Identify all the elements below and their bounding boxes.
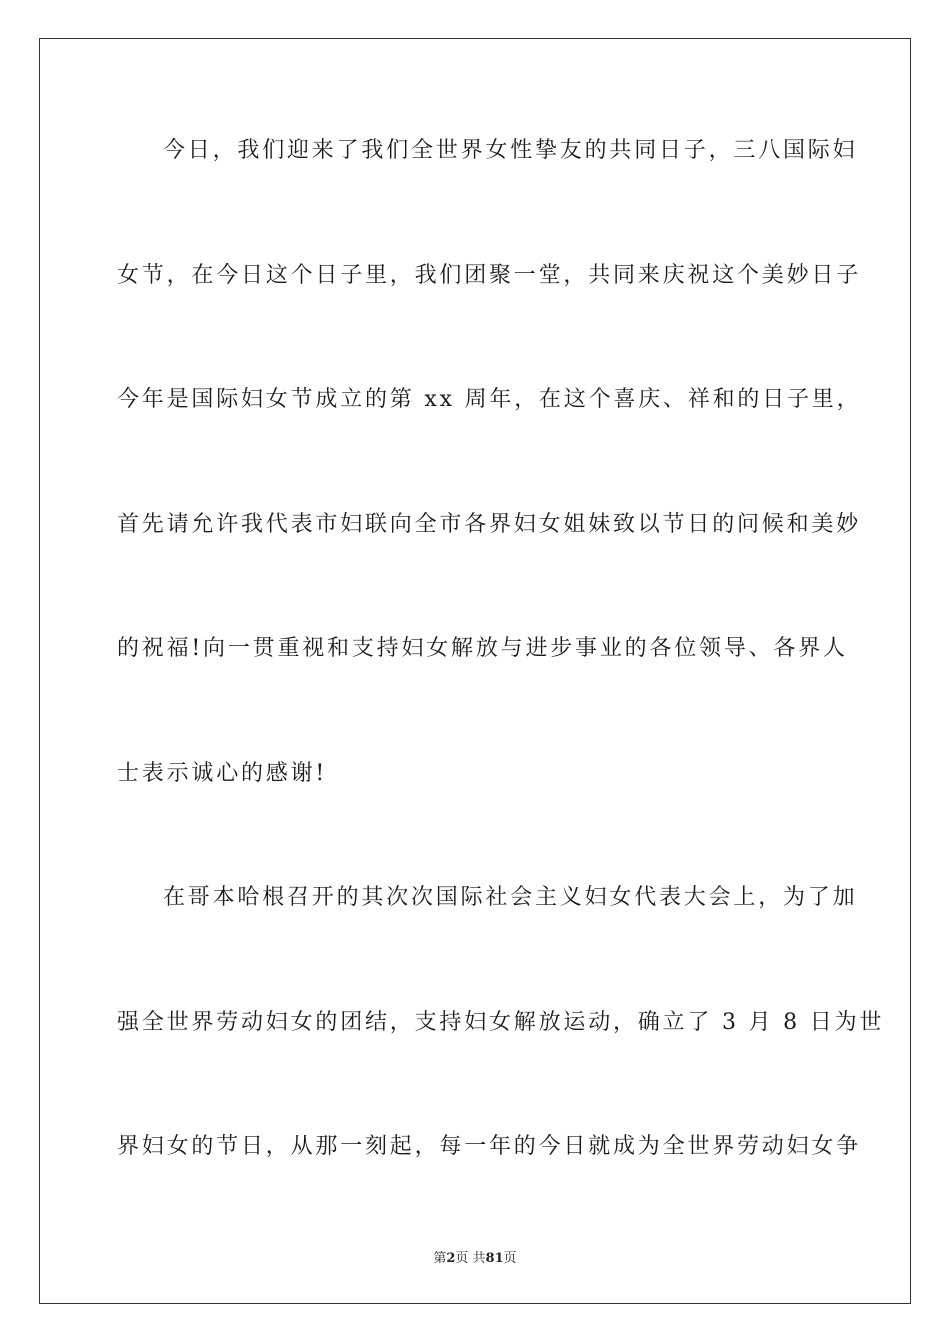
- page-footer: [0, 1247, 950, 1266]
- paragraph-1-line-4: 首先请允许我代表市妇联向全市各界妇女姐妹致以节日的问候和美妙: [117, 512, 862, 537]
- current-page-number: 2: [446, 1251, 456, 1266]
- paragraph-1-line-1: 今日，我们迎来了我们全世界女性挚友的共同日子，三八国际妇: [163, 138, 858, 163]
- paragraph-1-line-6: 士表示诚心的感谢!: [117, 761, 328, 786]
- paragraph-2-line-1: 在哥本哈根召开的其次次国际社会主义妇女代表大会上，为了加: [163, 885, 858, 910]
- page-prefix: 第: [433, 1251, 447, 1266]
- paragraph-1-line-5: 的祝福!向一贯重视和支持妇女解放与进步事业的各位领导、各界人: [117, 636, 848, 661]
- total-pages-number: 81: [485, 1251, 504, 1266]
- page-border: [39, 38, 911, 1304]
- paragraph-2-line-2: 强全世界劳动妇女的团结，支持妇女解放运动，确立了 3 月 8 日为世: [117, 1010, 885, 1035]
- page-mid-text: 页 共: [455, 1251, 486, 1266]
- paragraph-1-line-3: 今年是国际妇女节成立的第 xx 周年，在这个喜庆、祥和的日子里，: [117, 387, 862, 412]
- paragraph-2-line-3: 界妇女的节日，从那一刻起，每一年的今日就成为全世界劳动妇女争: [117, 1134, 862, 1159]
- page-suffix: 页: [503, 1251, 517, 1266]
- paragraph-1-line-2: 女节，在今日这个日子里，我们团聚一堂，共同来庆祝这个美妙日子: [117, 263, 862, 288]
